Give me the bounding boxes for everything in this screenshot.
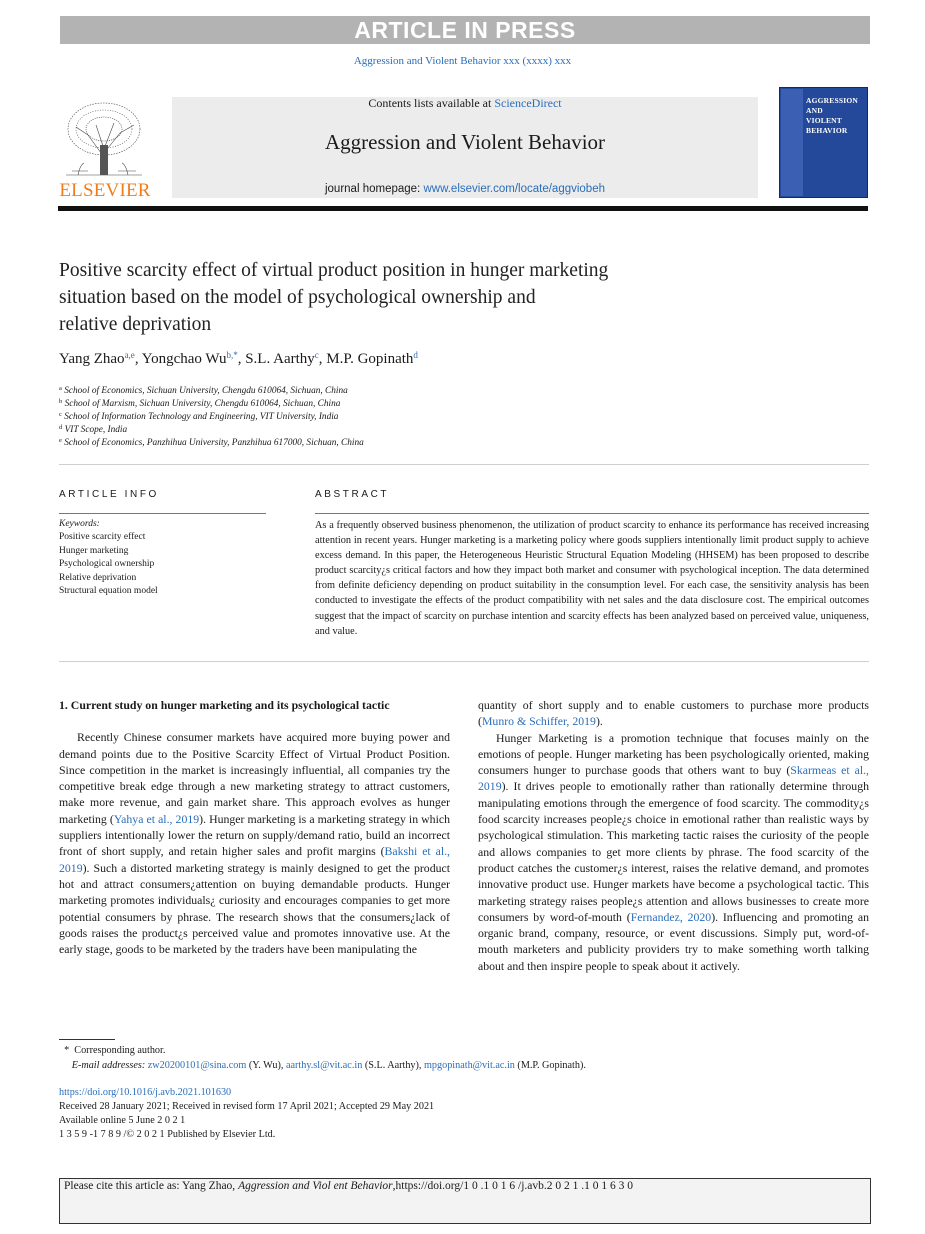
journal-cover-title [806, 96, 866, 136]
keywords-block [59, 518, 266, 598]
email-owner: (M.P. Gopinath). [517, 1059, 586, 1071]
section-divider [59, 464, 869, 465]
email-owner: (S.L. Aarthy), [364, 1059, 422, 1071]
received-dates: Received 28 January 2021; Received in revised form 17 April 2021; Accepted 29 May 2021 [59, 1101, 435, 1112]
cover-title-line: AGGRESSION [806, 96, 859, 105]
body-column-right [478, 697, 869, 974]
article-title-line: relative deprivation [59, 314, 212, 335]
body-text: ). It drives people to emotionally rather than rationally determine through manipulating emotions through the emergence of food scarcity. The commodity¿s food scarcity increases people¿s choice in emotional rather than realistic ways by psychological stimulation. This marketing tactic raises the curiosity of the people and allows companies to get more clients by phrase. The food scarcity of the product catches the customer¿s interest, raises the relative demand, and promotes innovative product use. Hunger markets have become a psychological tactic. This marketing strategy raises people¿s attention and allows businesses to create more consumers by word-of-mouth ( [478, 779, 869, 924]
issn-copyright: 1 3 5 9 -1 7 8 9 /© 2 0 2 1 Published by Elsevier Ltd. [59, 1129, 276, 1140]
affiliation-line [59, 424, 559, 437]
cover-title-line: VIOLENT [806, 116, 842, 125]
author-name[interactable]: Yongchao Wu [141, 351, 227, 367]
affiliation-text: School of Economics, Sichuan University, Chengdu 610064, Sichuan, China [64, 386, 348, 396]
keyword-item: Positive scarcity effect [59, 532, 146, 543]
abstract-text: As a frequently observed business phenomenon, the utilization of product scarcity to enhance its performance has received increasing attention in recent years. Hunger marketing is a marketing policy where goods suppliers intentionally limit product supply to achieve excess demand. In this paper, the Heterogeneous Heuristic Structural Equation Modeling (HHSEM) has been proposed to describe product scarcity¿s critical factors and how they impact both market and consumer with psychological inception. The data determined from definite deficiency depending on product suitability in the consumption level. For each case, the sensitivity analysis has been conducted to investigate the effects of the product compatibility with net sales and the data disclosure cost. The empirical outcomes suggest that the impact of scarcity on purchase intention and scarcity effects has been analyzed based on perceived value, uniqueness, and value. [315, 520, 869, 637]
article-in-press-banner: ARTICLE IN PRESS [60, 16, 870, 44]
author-affiliation-marker[interactable]: c [314, 350, 319, 360]
body-text: Hunger Marketing is a promotion technique that focuses mainly on the emotions of people. Hunger marketing has been psychologically oriented, making consumers hunger to purchase goods that others want to buy ( [478, 730, 869, 778]
cite-suffix: ,https://doi.org/1 0 .1 0 1 6 /j.avb.2 0 2 1 .1 0 1 6 3 0 [392, 1180, 633, 1192]
author-affiliation-marker[interactable]: b,* [226, 350, 238, 360]
keywords-label: Keywords: [59, 519, 100, 529]
email-link[interactable]: mpgopinath@vit.ac.in [424, 1059, 515, 1071]
email-addresses-line [59, 1059, 869, 1074]
author-affiliation-marker[interactable]: a,e [124, 350, 135, 360]
cover-title-line: AND [806, 106, 823, 115]
body-paragraph [478, 697, 869, 730]
cite-prefix: Please cite this article as: Yang Zhao, [64, 1180, 239, 1192]
affiliation-line [59, 411, 559, 424]
citation-link[interactable]: Fernandez, 2020 [630, 909, 712, 924]
contents-available-line [172, 96, 758, 111]
affiliation-text: School of Information Technology and Engineering, VIT University, India [64, 412, 339, 422]
author-name[interactable]: Yang Zhao [59, 351, 125, 367]
elsevier-logo-text: ELSEVIER [59, 180, 151, 201]
citation-link[interactable]: Yahya et al., 2019 [113, 811, 200, 826]
section-heading: 1. Current study on hunger marketing and its psychological tactic [59, 698, 390, 712]
body-paragraph [478, 730, 869, 974]
citation-link[interactable]: Skarmeas et al., 2019 [478, 763, 869, 794]
author-name[interactable]: S.L. Aarthy [245, 351, 315, 367]
affiliation-marker: d [59, 424, 63, 431]
doi-link[interactable]: https://doi.org/10.1016/j.avb.2021.101630 [59, 1087, 232, 1098]
affiliation-text: VIT Scope, India [64, 425, 128, 435]
footnotes [59, 1044, 869, 1073]
body-text: ). Hunger marketing is a marketing strategy in which suppliers intentionally lower the return on supply/demand ratio, build an incorrect front of short supply, and retain higher sales and profit margins ( [59, 811, 450, 859]
keyword-item: Structural equation model [59, 586, 158, 597]
author-list: Yang Zhao$^{a,e}$, Yongchao $Wu^{b,*}$, S.L. Aarthy$^c$, M.P. Gopinath$^d$ [59, 350, 418, 367]
contents-prefix: Contents lists available at [368, 96, 495, 110]
sciencedirect-link[interactable]: ScienceDirect [494, 96, 562, 110]
email-owner: (Y. Wu), [248, 1059, 284, 1071]
body-text: ). Influencing and promoting an organic brand, company, resource, or event discussions. Simply put, word-of-mouth marketers and publicity providers try to make something worth talking about and then inspire people to speak about it actively. [478, 909, 870, 973]
citation-link[interactable]: Munro & Schiffer, 2019 [481, 714, 596, 729]
corresponding-text: Corresponding author. [74, 1045, 166, 1056]
available-online-date: Available online 5 June 2 0 2 1 [59, 1115, 186, 1126]
footnote-rule [59, 1039, 115, 1040]
corresponding-marker: * [64, 1045, 70, 1056]
cover-title-line: BEHAVIOR [806, 126, 848, 135]
affiliation-text: School of Economics, Panzhihua University, Panzhihua 617000, Sichuan, China [64, 438, 364, 448]
journal-homepage-link[interactable]: www.elsevier.com/locate/aggviobeh [423, 183, 605, 195]
affiliation-marker: b [59, 398, 63, 405]
citation-link[interactable]: Bakshi et al., 2019 [59, 844, 450, 875]
homepage-prefix: journal homepage: [324, 183, 424, 195]
journal-cover-stripe [781, 89, 803, 196]
email-link[interactable]: aarthy.sl@vit.ac.in [285, 1059, 363, 1071]
publication-info [59, 1086, 869, 1142]
affiliation-line [59, 398, 559, 411]
keyword-item: Hunger marketing [59, 545, 129, 556]
body-text: ). [595, 714, 603, 729]
citation-text [64, 1180, 864, 1192]
affiliation-line [59, 437, 559, 450]
cite-journal: Aggression and Viol ent Behavior [238, 1180, 393, 1192]
body-text: ). Such a distorted marketing strategy is mainly designed to get the product hot and attract consumers¿attention on buying demandable products. Hunger marketing promotes individuals¿ curiosity and encourages companies to get more potential consumers by phrase. The research shows that the consumers¿lack of goods raises the product¿s perceived value and promotes innovative use. At the early stage, goods to be marketed by the traders have been manipulating the [59, 860, 450, 957]
header-divider [58, 206, 868, 211]
body-text: Recently Chinese consumer markets have acquired more buying power and demand points due to the Positive Scarcity Effect of Virtual Product Position. Since competition in the market is increasingly influential, all companies try the competitive break edge through a new marketing strategy to attract customers, make more revenue, and gain market share. This approach evolves as hunger marketing ( [59, 730, 450, 826]
author-name[interactable]: M.P. Gopinath [326, 351, 414, 367]
author-affiliation-marker[interactable]: d [413, 350, 418, 360]
body-text: quantity of short supply and to enable customers to purchase more products ( [478, 698, 869, 729]
email-label: E-mail addresses: [71, 1059, 146, 1071]
article-title [59, 257, 759, 338]
journal-title: Aggression and Violent Behavior [324, 130, 606, 154]
journal-reference-link[interactable]: Aggression and Violent Behavior xxx (xxxx) xxx [353, 55, 572, 67]
keyword-item: Psychological ownership [59, 559, 155, 570]
article-info-label: ARTICLE INFO [59, 489, 159, 500]
body-paragraph [59, 729, 450, 957]
affiliation-marker: e [59, 437, 62, 444]
affiliation-marker: a [59, 385, 62, 392]
journal-homepage-line [172, 183, 758, 195]
affiliation-line [59, 385, 559, 398]
affiliation-marker: c [59, 411, 62, 418]
article-title-line: Positive scarcity effect of virtual product position in hunger marketing [59, 260, 609, 281]
article-info-rule [59, 513, 266, 514]
abstract-rule [315, 513, 869, 514]
keyword-item: Relative deprivation [59, 572, 137, 583]
email-link[interactable]: zw20200101@sina.com [147, 1059, 247, 1071]
body-column-left [59, 697, 450, 957]
corresponding-author-note [59, 1044, 869, 1059]
section-divider [59, 661, 869, 662]
affiliation-text: School of Marxism, Sichuan University, Chengdu 610064, Sichuan, China [64, 399, 341, 409]
article-title-line: situation based on the model of psychological ownership and [59, 287, 536, 308]
abstract-label: ABSTRACT [315, 489, 390, 500]
